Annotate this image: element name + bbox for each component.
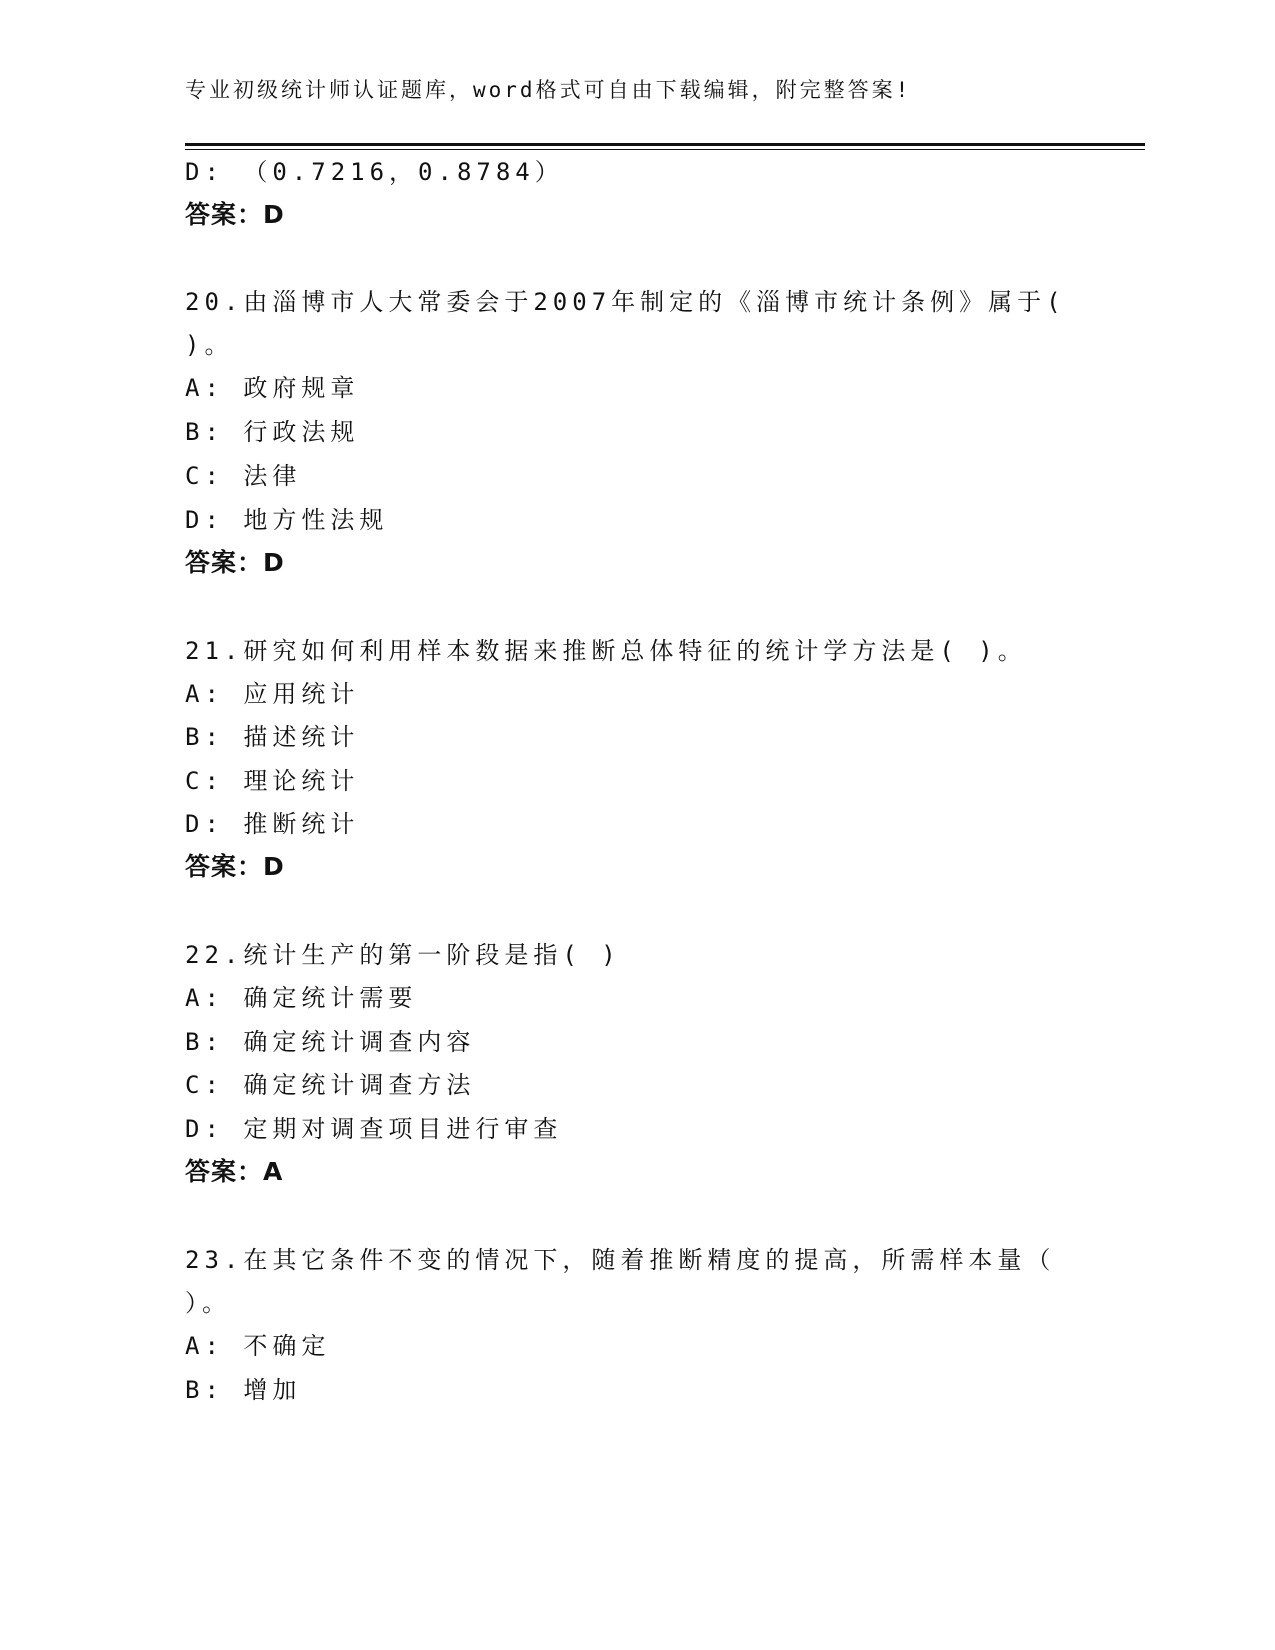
q19-answer: 答案：D: [185, 200, 285, 229]
q22-answer: 答案：A: [185, 1157, 284, 1186]
q20-stem-line2: )。: [185, 331, 234, 359]
q21-option-b: B: 描述统计: [185, 723, 360, 751]
q22-stem-line1: 22.统计生产的第一阶段是指( ): [185, 941, 621, 969]
q23-option-a: A: 不确定: [185, 1332, 331, 1360]
q21-option-c: C: 理论统计: [185, 767, 360, 795]
q22-option-a: A: 确定统计需要: [185, 984, 418, 1012]
q20-stem-line1: 20.由淄博市人大常委会于2007年制定的《淄博市统计条例》属于(: [185, 288, 1066, 316]
q22-option-c: C: 确定统计调查方法: [185, 1071, 476, 1099]
q20-option-d: D: 地方性法规: [185, 506, 389, 534]
q19-option-d: D: （0.7216，0.8784）: [185, 158, 564, 186]
q21-answer: 答案：D: [185, 852, 285, 881]
q23-option-b: B: 增加: [185, 1376, 302, 1404]
page-header: 专业初级统计师认证题库，word格式可自由下载编辑，附完整答案!: [185, 78, 912, 102]
q22-option-b: B: 确定统计调查内容: [185, 1028, 476, 1056]
q21-option-a: A: 应用统计: [185, 680, 360, 708]
q23-stem-line2: ）。: [185, 1289, 231, 1317]
q21-option-d: D: 推断统计: [185, 810, 360, 838]
header-rule-thick: [185, 143, 1145, 146]
q20-option-c: C: 法律: [185, 462, 302, 490]
q20-option-a: A: 政府规章: [185, 374, 360, 402]
q20-option-b: B: 行政法规: [185, 418, 360, 446]
header-rule-thin: [185, 149, 1145, 150]
q20-answer: 答案：D: [185, 548, 285, 577]
q23-stem-line1: 23.在其它条件不变的情况下，随着推断精度的提高，所需样本量（: [185, 1246, 1056, 1274]
q22-option-d: D: 定期对调查项目进行审查: [185, 1115, 563, 1143]
q21-stem-line1: 21.研究如何利用样本数据来推断总体特征的统计学方法是( )。: [185, 637, 1027, 665]
